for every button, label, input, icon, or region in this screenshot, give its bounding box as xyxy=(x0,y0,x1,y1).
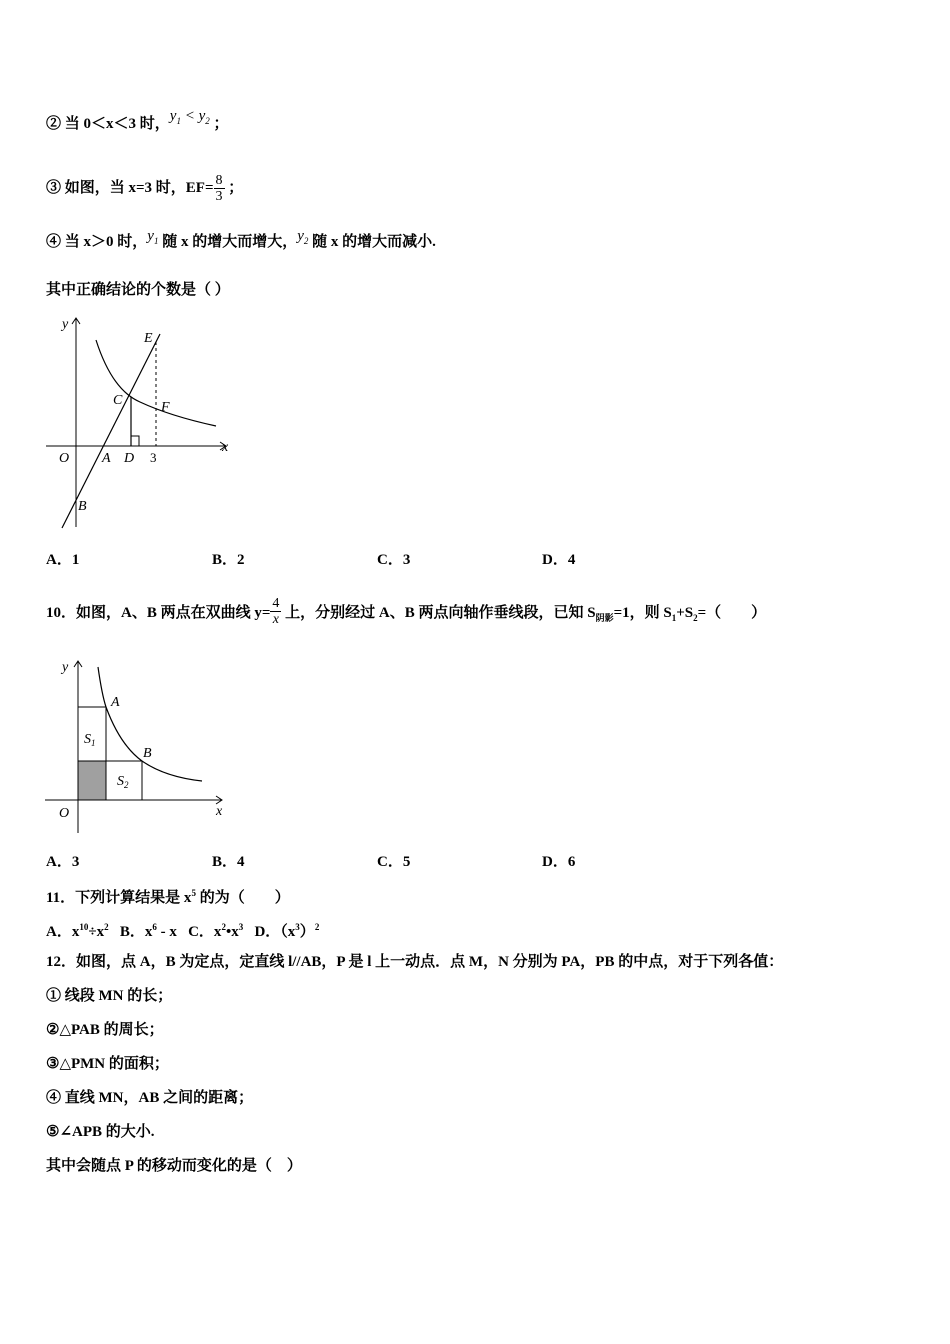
q10-hyperbola-curve xyxy=(98,667,202,781)
q9-option-b[interactable]: B．2 xyxy=(212,552,245,568)
fraction-8-3: $\frac{8}{3}$ xyxy=(215,173,223,204)
q10-label-b: B xyxy=(143,746,152,761)
q10-figure xyxy=(40,655,240,835)
q9-label-e: E xyxy=(144,331,153,346)
q9-label-b: B xyxy=(78,499,87,514)
q10-shaded-region xyxy=(78,761,106,800)
fraction-4-x: $\frac{4}{x}$ xyxy=(272,596,280,627)
q10-stem: 10．如图，A、B 两点在双曲线 y= $\frac{4}{x}$ 上，分别经过 A、B 两点向轴作垂线段，已知 $S_{阴影}=1$，则 $S_1+S_2=$（ ） xyxy=(46,596,767,627)
q10-label-a: A xyxy=(111,695,120,710)
q10-label-s2: $S_2$ xyxy=(117,774,129,790)
q12-item-1: ① 线段 MN 的长； xyxy=(46,988,173,1004)
q9-hyperbola-curve xyxy=(96,340,216,426)
q9-label-c: C xyxy=(113,393,123,408)
q11-option-c[interactable]: C．$x^2•x^3$ xyxy=(188,922,244,940)
q11-stem: 11．下列计算结果是 $x^5$ 的为（ ） xyxy=(46,888,290,906)
q10-option-a[interactable]: A．3 xyxy=(46,854,80,870)
q12-stem: 12．如图，点 A，B 为定点，定直线 l//AB，P 是 l 上一动点．点 M，N 分别为 PA，PB 的中点，对于下列各值： xyxy=(46,954,784,970)
q9-item-2: ② 当 0＜x＜3 时，$y_1 < y_2$ ； xyxy=(46,108,229,132)
q12-item-5: ⑤∠APB 的大小. xyxy=(46,1124,155,1140)
q9-option-d[interactable]: D．4 xyxy=(542,552,576,568)
q10-option-b[interactable]: B．4 xyxy=(212,854,245,870)
q9-item-3: ③ 如图，当 x=3 时，EF= $\frac{8}{3}$ ； xyxy=(46,173,244,204)
q12-item-3: ③△PMN 的面积； xyxy=(46,1056,169,1072)
q12-prompt: 其中会随点 P 的移动而变化的是（ ） xyxy=(46,1158,302,1174)
q11-option-a[interactable]: A．$x^{10}\div x^2$ xyxy=(46,922,109,940)
q10-label-x: x xyxy=(216,804,223,819)
q10-option-c[interactable]: C．5 xyxy=(377,854,411,870)
q9-option-a[interactable]: A．1 xyxy=(46,552,80,568)
q9-prompt: 其中正确结论的个数是（ ） xyxy=(46,282,230,298)
q9-label-f: F xyxy=(161,400,170,415)
q9-figure xyxy=(40,312,240,534)
q9-label-o: O xyxy=(59,451,70,466)
q11-option-d[interactable]: D．$(x^3)^2$ xyxy=(254,922,320,940)
q10-label-o: O xyxy=(59,806,70,821)
q12-item-2: ②△PAB 的周长； xyxy=(46,1022,164,1038)
q11-options xyxy=(46,918,319,941)
q10-label-y: y xyxy=(62,660,69,675)
q9-label-a: A xyxy=(102,451,111,466)
q9-label-3: 3 xyxy=(150,450,157,465)
q9-label-x: x xyxy=(222,440,229,455)
q12-item-4: ④ 直线 MN，AB 之间的距离； xyxy=(46,1090,254,1106)
q9-label-y: y xyxy=(62,317,69,332)
q10-option-d[interactable]: D．6 xyxy=(542,854,576,870)
q9-option-c[interactable]: C．3 xyxy=(377,552,411,568)
q9-right-angle-mark xyxy=(131,436,139,446)
q10-rect-s1 xyxy=(78,707,106,761)
q9-line-ab xyxy=(62,334,160,528)
q9-label-d: D xyxy=(124,451,135,466)
q10-label-s1: $S_1$ xyxy=(84,732,96,748)
q11-option-b[interactable]: B．$x^6$ - x xyxy=(119,922,177,940)
q9-item-4: ④ 当 x＞0 时，$y_1$ 随 x 的增大而增大，$y_2$ 随 x 的增大而减小. xyxy=(46,228,436,250)
